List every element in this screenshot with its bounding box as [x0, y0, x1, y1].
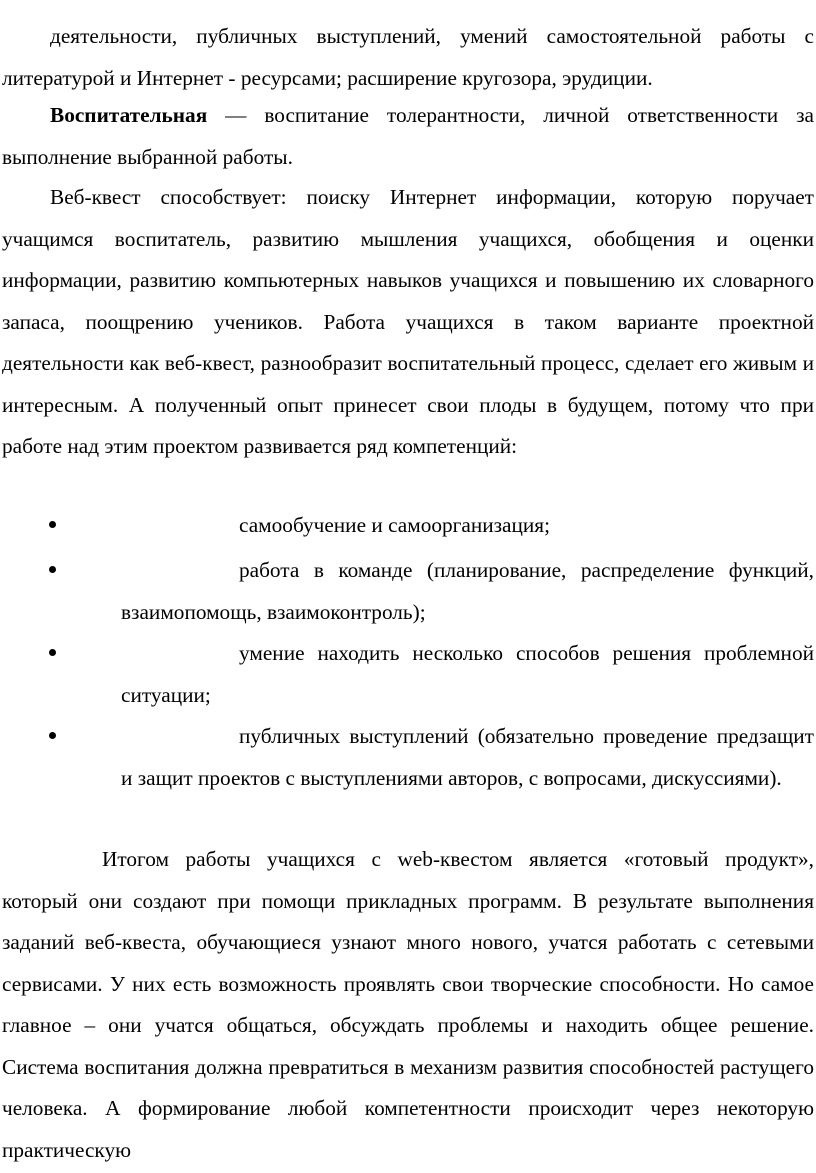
paragraph-2: [2, 95, 814, 178]
paragraph-2-heading: Воспитательная: [50, 103, 208, 127]
bullet-item-2: [121, 550, 814, 633]
bullet-item-3: [121, 633, 814, 716]
bullet-item-1: [121, 505, 814, 547]
bullet-item-1-text: самообучение и самоорганизация;: [239, 513, 551, 537]
bullet-item-4: [121, 716, 814, 799]
bullet-item-4-text: публичных выступлений (обязательно проведение предзащит и защит проектов с выступлениями авторов, с вопросами, дискуссиями).: [121, 724, 814, 790]
bullet-item-2-text: работа в команде (планирование, распределение функций, взаимопомощь, взаимоконтроль);: [121, 558, 814, 624]
bullet-item-3-text: умение находить несколько способов решения проблемной ситуации;: [121, 641, 814, 707]
paragraph-4: Итогом работы учащихся с web-квестом является «готовый продукт», который они создают при помощи прикладных программ. В результате выполнения заданий веб-квеста, обучающиеся узнают много нового, учатся работать с сетевыми сервисами. У них есть возможность проявлять свои творческие способности. Но самое главное – они учатся общаться, обсуждать проблемы и находить общее решение. Система воспитания должна превратиться в механизм развития способностей растущего человека. А формирование любой компетентности происходит через некоторую практическую: [2, 847, 814, 1162]
paragraph-2-text: — воспитание толерантности, личной ответственности за выполнение выбранной работы.: [2, 103, 814, 169]
paragraph-1: деятельности, публичных выступлений, умений самостоятельной работы с литературой и Интернет - ресурсами; расширение кругозора, эрудиции.: [2, 24, 814, 90]
paragraph-3: Веб-квест способствует: поиску Интернет информации, которую поручает учащимся воспитатель, развитию мышления учащихся, обобщения и оценки информации, развитию компьютерных навыков учащихся и повышению их словарного запаса, поощрению учеников. Работа учащихся в таком варианте проектной деятельности как веб-квест, разнообразит воспитательный процесс, сделает его живым и интересным. А полученный опыт принесет свои плоды в будущем, потому что при работе над этим проектом развивается ряд компетенций:: [2, 185, 814, 458]
